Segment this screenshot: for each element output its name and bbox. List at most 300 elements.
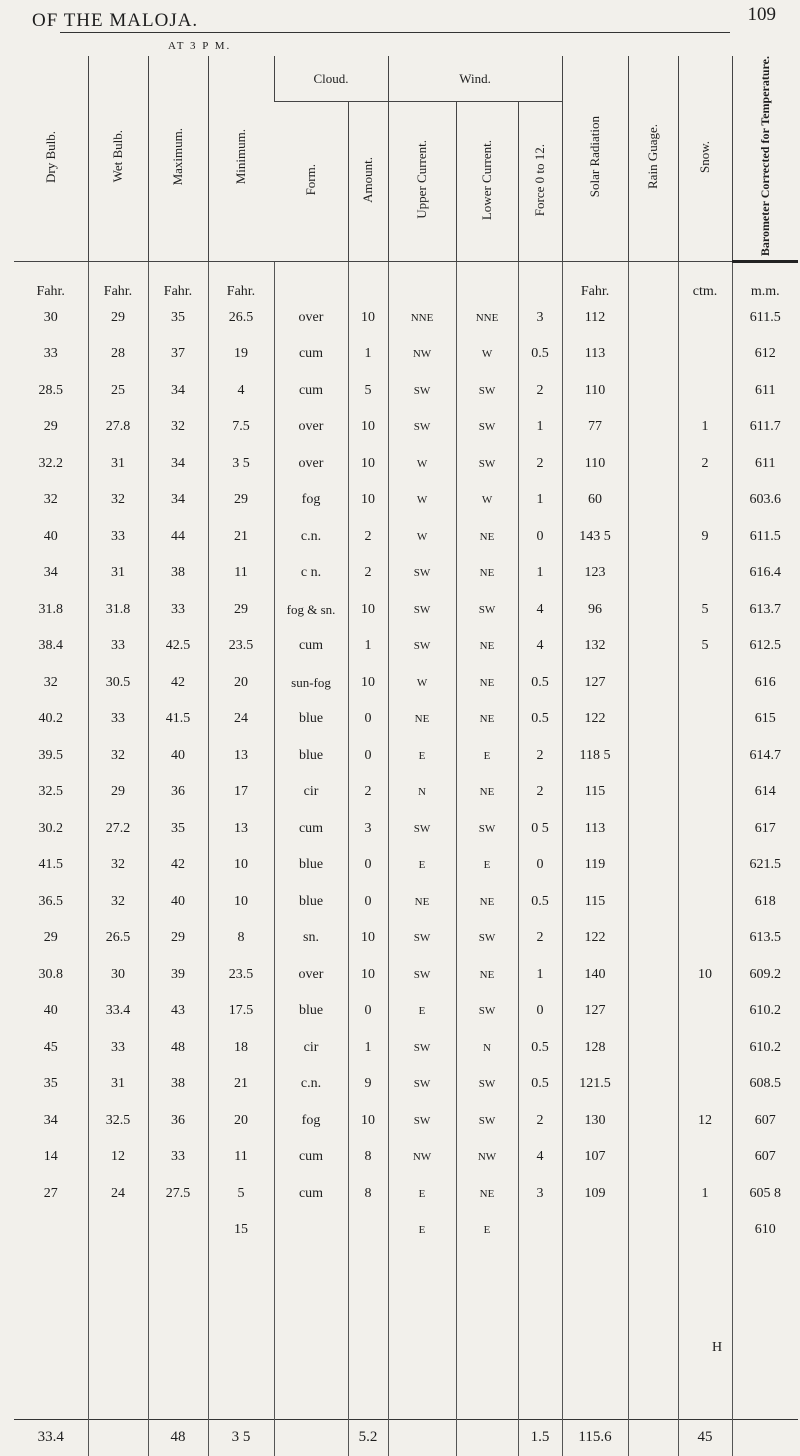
table-body	[14, 262, 798, 1456]
cell-solar: 132	[562, 628, 628, 665]
cell-snow	[678, 300, 732, 337]
cell-wet	[88, 1212, 148, 1249]
header-rule	[60, 32, 730, 33]
cell-max: 39	[148, 957, 208, 994]
cell-solar: 110	[562, 446, 628, 483]
cell-upper: SW	[388, 1103, 456, 1140]
cell-solar: 118 5	[562, 738, 628, 775]
cell-min: 13	[208, 811, 274, 848]
cell-wet: 32	[88, 738, 148, 775]
cell-dry: 34	[43, 1112, 58, 1128]
unit-baro: m.m.	[732, 262, 798, 300]
cell-amount: 1	[348, 628, 388, 665]
total-wet	[88, 1419, 148, 1456]
cell-rain	[628, 811, 678, 848]
unit-max: Fahr.	[148, 262, 208, 300]
header-barometer: Barometer Corrected for Temperature.	[732, 56, 798, 262]
cell-lower: SW	[456, 592, 518, 629]
table-row	[14, 884, 798, 921]
cell-lower: NE	[456, 555, 518, 592]
cell-amount: 0	[348, 884, 388, 921]
cell-wet: 31	[88, 555, 148, 592]
header-force: Force 0 to 12.	[518, 102, 562, 262]
unit-solar: Fahr.	[562, 262, 628, 300]
cell-max	[148, 1212, 208, 1249]
cell-baro: 610	[732, 1212, 798, 1249]
page-number: 109	[747, 4, 776, 25]
weather-table	[14, 56, 798, 1456]
cell-upper: SW	[388, 628, 456, 665]
cell-amount: 9	[348, 1066, 388, 1103]
cell-lower: E	[456, 1212, 518, 1249]
total-form	[274, 1419, 348, 1456]
table-row	[14, 373, 798, 410]
cell-force: 2	[518, 738, 562, 775]
cell-rain	[628, 847, 678, 884]
cell-min: 24	[208, 701, 274, 738]
cell-max: 41.5	[148, 701, 208, 738]
cell-wet: 33	[88, 519, 148, 556]
cell-force: 3	[518, 1176, 562, 1213]
cell-max: 36	[148, 774, 208, 811]
cell-rain	[628, 336, 678, 373]
cell-upper: E	[388, 1212, 456, 1249]
cell-rain	[628, 592, 678, 629]
cell-force: 0.5	[518, 1066, 562, 1103]
cell-force: 1	[518, 555, 562, 592]
cell-baro: 607	[732, 1139, 798, 1176]
cell-wet: 31.8	[88, 592, 148, 629]
cell-wet: 24	[88, 1176, 148, 1213]
cell-dry: 39.5	[38, 747, 63, 763]
cell-form: blue	[274, 993, 348, 1030]
cell-min: 4	[208, 373, 274, 410]
cell-form: sn.	[274, 920, 348, 957]
cell-amount: 5	[348, 373, 388, 410]
cell-baro: 603.6	[732, 482, 798, 519]
cell-lower: E	[456, 847, 518, 884]
cell-snow	[678, 665, 732, 702]
cell-min: 7.5	[208, 409, 274, 446]
cell-baro: 617	[732, 811, 798, 848]
table-row	[14, 1212, 798, 1249]
cell-dry: 32	[43, 492, 58, 508]
cell-form: over	[274, 300, 348, 337]
cell-dry: 28.5	[38, 382, 63, 398]
cell-dry: 31.8	[38, 601, 63, 617]
cell-amount: 2	[348, 519, 388, 556]
cell-amount: 3	[348, 811, 388, 848]
unit-snow: ctm.	[678, 262, 732, 300]
cell-lower: NE	[456, 628, 518, 665]
cell-rain	[628, 1066, 678, 1103]
cell-wet: 33	[88, 1030, 148, 1067]
cell-form: sun-fog	[274, 665, 348, 702]
cell-lower: SW	[456, 993, 518, 1030]
cell-wet: 33.4	[88, 993, 148, 1030]
header-dry-bulb: Dry Bulb.	[14, 56, 88, 262]
cell-form: blue	[274, 738, 348, 775]
table-row	[14, 409, 798, 446]
cell-min: 3 5	[208, 446, 274, 483]
cell-baro: 612	[732, 336, 798, 373]
cell-amount: 10	[348, 300, 388, 337]
cell-force: 0.5	[518, 1030, 562, 1067]
cell-lower: SW	[456, 920, 518, 957]
header-upper-current: Upper Current.	[388, 102, 456, 262]
cell-max: 42.5	[148, 628, 208, 665]
cell-snow	[678, 336, 732, 373]
cell-baro: 605 8	[732, 1176, 798, 1213]
cell-form: over	[274, 446, 348, 483]
cell-snow: 1	[678, 409, 732, 446]
cell-rain	[628, 446, 678, 483]
cell-lower: NE	[456, 665, 518, 702]
cell-rain	[628, 738, 678, 775]
cell-lower: SW	[456, 1066, 518, 1103]
cell-form: cum	[274, 336, 348, 373]
cell-min: 19	[208, 336, 274, 373]
table-row	[14, 701, 798, 738]
header-maximum: Maximum.	[148, 56, 208, 262]
cell-rain	[628, 774, 678, 811]
cell-max: 36	[148, 1103, 208, 1140]
cell-amount: 10	[348, 957, 388, 994]
cell-lower: NE	[456, 701, 518, 738]
cell-upper: SW	[388, 957, 456, 994]
cell-amount: 0	[348, 701, 388, 738]
cell-solar: 122	[562, 920, 628, 957]
cell-lower: NW	[456, 1139, 518, 1176]
table-row	[14, 1139, 798, 1176]
header-cloud-form: Form.	[274, 102, 348, 262]
cell-force: 2	[518, 373, 562, 410]
cell-baro: 611.7	[732, 409, 798, 446]
table-row	[14, 482, 798, 519]
cell-rain	[628, 665, 678, 702]
cell-dry: 36.5	[38, 893, 63, 909]
cell-dry: 27	[43, 1185, 58, 1201]
total-lower	[456, 1419, 518, 1456]
cell-dry: 32.5	[38, 784, 63, 800]
cell-form: cir	[274, 1030, 348, 1067]
cell-snow: 5	[678, 628, 732, 665]
cell-form: blue	[274, 701, 348, 738]
cell-solar: 113	[562, 811, 628, 848]
cell-baro: 613.7	[732, 592, 798, 629]
cell-force: 2	[518, 774, 562, 811]
cell-rain	[628, 701, 678, 738]
cell-snow	[678, 847, 732, 884]
cell-solar: 128	[562, 1030, 628, 1067]
total-amount: 5.2	[348, 1419, 388, 1456]
cell-min: 26.5	[208, 300, 274, 337]
cell-wet: 29	[88, 774, 148, 811]
cell-amount: 1	[348, 336, 388, 373]
cell-lower: NE	[456, 957, 518, 994]
cell-wet: 33	[88, 628, 148, 665]
cell-upper: NW	[388, 1139, 456, 1176]
cell-baro: 612.5	[732, 628, 798, 665]
cell-dry: 30.2	[38, 820, 63, 836]
cell-snow	[678, 1066, 732, 1103]
table-row	[14, 592, 798, 629]
cell-upper: W	[388, 482, 456, 519]
cell-max: 35	[148, 811, 208, 848]
cell-force: 4	[518, 628, 562, 665]
cell-snow	[678, 811, 732, 848]
cell-lower: NE	[456, 519, 518, 556]
cell-baro: 613.5	[732, 920, 798, 957]
cell-min: 23.5	[208, 957, 274, 994]
cell-max: 42	[148, 665, 208, 702]
cell-lower: NNE	[456, 300, 518, 337]
cell-dry: 32	[43, 674, 58, 690]
table-row	[14, 446, 798, 483]
cell-snow	[678, 920, 732, 957]
cell-baro: 621.5	[732, 847, 798, 884]
cell-snow	[678, 555, 732, 592]
cell-min: 17	[208, 774, 274, 811]
total-upper	[388, 1419, 456, 1456]
cell-solar: 113	[562, 336, 628, 373]
cell-lower: W	[456, 482, 518, 519]
cell-lower: E	[456, 738, 518, 775]
cell-max: 38	[148, 555, 208, 592]
cell-lower: SW	[456, 811, 518, 848]
header-solar-radiation: Solar Radiation	[562, 56, 628, 262]
cell-force: 0.5	[518, 701, 562, 738]
cell-form: c n.	[274, 555, 348, 592]
cell-snow: 12	[678, 1103, 732, 1140]
cell-force: 0 5	[518, 811, 562, 848]
total-snow: 45	[678, 1419, 732, 1456]
cell-upper: W	[388, 665, 456, 702]
cell-baro: 614	[732, 774, 798, 811]
cell-snow: 10	[678, 957, 732, 994]
cell-wet: 32	[88, 884, 148, 921]
cell-dry: 32.2	[38, 455, 63, 471]
cell-max: 37	[148, 336, 208, 373]
cell-amount: 10	[348, 1103, 388, 1140]
cell-wet: 30	[88, 957, 148, 994]
cell-form: fog	[274, 482, 348, 519]
cell-rain	[628, 409, 678, 446]
cell-form: blue	[274, 847, 348, 884]
cell-amount: 10	[348, 592, 388, 629]
cell-form	[274, 1212, 348, 1249]
cell-amount: 2	[348, 555, 388, 592]
cell-snow	[678, 774, 732, 811]
cell-snow: 9	[678, 519, 732, 556]
cell-dry: 40	[43, 528, 58, 544]
cell-force: 0.5	[518, 884, 562, 921]
cell-lower: SW	[456, 373, 518, 410]
cell-snow	[678, 993, 732, 1030]
cell-snow	[678, 884, 732, 921]
table-row	[14, 336, 798, 373]
cell-min: 11	[208, 555, 274, 592]
cell-dry: 30.8	[38, 966, 63, 982]
units-row	[14, 262, 798, 300]
cell-min: 15	[208, 1212, 274, 1249]
cell-form: cum	[274, 628, 348, 665]
cell-solar: 123	[562, 555, 628, 592]
cell-solar: 60	[562, 482, 628, 519]
cell-min: 29	[208, 482, 274, 519]
cell-rain	[628, 300, 678, 337]
cell-rain	[628, 1139, 678, 1176]
cell-force: 2	[518, 1103, 562, 1140]
cell-solar: 140	[562, 957, 628, 994]
cell-solar: 127	[562, 665, 628, 702]
cell-upper: SW	[388, 373, 456, 410]
cell-baro: 616	[732, 665, 798, 702]
unit-dry: Fahr.	[36, 283, 65, 299]
cell-force: 0	[518, 847, 562, 884]
cell-rain	[628, 1030, 678, 1067]
cell-form: blue	[274, 884, 348, 921]
cell-dry: 45	[43, 1039, 58, 1055]
header-cloud: Cloud.	[274, 56, 388, 102]
table-row	[14, 993, 798, 1030]
cell-max: 43	[148, 993, 208, 1030]
cell-baro: 618	[732, 884, 798, 921]
cell-wet: 30.5	[88, 665, 148, 702]
cell-dry: 29	[43, 419, 58, 435]
cell-baro: 615	[732, 701, 798, 738]
cell-wet: 29	[88, 300, 148, 337]
cell-amount: 10	[348, 409, 388, 446]
cell-rain	[628, 555, 678, 592]
header-wet-bulb: Wet Bulb.	[88, 56, 148, 262]
cell-upper: SW	[388, 592, 456, 629]
cell-form: c.n.	[274, 1066, 348, 1103]
cell-upper: SW	[388, 555, 456, 592]
cell-baro: 611	[732, 373, 798, 410]
cell-baro: 616.4	[732, 555, 798, 592]
cell-min: 18	[208, 1030, 274, 1067]
cell-amount: 0	[348, 993, 388, 1030]
cell-baro: 609.2	[732, 957, 798, 994]
cell-min: 10	[208, 884, 274, 921]
cell-max: 33	[148, 1139, 208, 1176]
unit-wet: Fahr.	[88, 262, 148, 300]
cell-force: 0.5	[518, 665, 562, 702]
cell-lower: SW	[456, 446, 518, 483]
cell-upper: E	[388, 1176, 456, 1213]
cell-snow: 1	[678, 1176, 732, 1213]
cell-min: 10	[208, 847, 274, 884]
cell-snow	[678, 1139, 732, 1176]
cell-lower: NE	[456, 1176, 518, 1213]
cell-upper: NE	[388, 884, 456, 921]
cell-form: cum	[274, 811, 348, 848]
cell-wet: 32	[88, 847, 148, 884]
cell-solar	[562, 1212, 628, 1249]
running-head: OF THE MALOJA.	[32, 10, 199, 31]
cell-baro: 607	[732, 1103, 798, 1140]
cell-rain	[628, 628, 678, 665]
cell-solar: 130	[562, 1103, 628, 1140]
cell-min: 20	[208, 665, 274, 702]
cell-amount: 10	[348, 482, 388, 519]
cell-snow: 2	[678, 446, 732, 483]
cell-min: 11	[208, 1139, 274, 1176]
cell-min: 8	[208, 920, 274, 957]
cell-upper: SW	[388, 1030, 456, 1067]
cell-dry: 40	[43, 1003, 58, 1019]
total-min: 3 5	[208, 1419, 274, 1456]
cell-rain	[628, 1212, 678, 1249]
time-label: AT 3 P M.	[168, 40, 232, 52]
cell-dry: 30	[43, 309, 58, 325]
cell-rain	[628, 993, 678, 1030]
cell-max: 44	[148, 519, 208, 556]
cell-amount: 8	[348, 1139, 388, 1176]
cell-solar: 77	[562, 409, 628, 446]
cell-amount: 8	[348, 1176, 388, 1213]
cell-amount: 1	[348, 1030, 388, 1067]
cell-rain	[628, 957, 678, 994]
cell-dry: 40.2	[38, 711, 63, 727]
cell-form: c.n.	[274, 519, 348, 556]
cell-min: 23.5	[208, 628, 274, 665]
cell-min: 17.5	[208, 993, 274, 1030]
cell-rain	[628, 482, 678, 519]
table-row	[14, 1103, 798, 1140]
cell-force: 4	[518, 1139, 562, 1176]
cell-wet: 27.8	[88, 409, 148, 446]
cell-max: 35	[148, 300, 208, 337]
cell-solar: 109	[562, 1176, 628, 1213]
cell-solar: 122	[562, 701, 628, 738]
footer-letter: H	[712, 1340, 723, 1355]
cell-max: 33	[148, 592, 208, 629]
cell-force: 1	[518, 957, 562, 994]
cell-force: 0	[518, 519, 562, 556]
unit-min: Fahr.	[208, 262, 274, 300]
cell-rain	[628, 1103, 678, 1140]
total-baro	[732, 1419, 798, 1456]
cell-rain	[628, 373, 678, 410]
cell-dry: 33	[43, 346, 58, 362]
table-row	[14, 738, 798, 775]
total-dry: 33.4	[14, 1419, 88, 1456]
cell-upper: SW	[388, 811, 456, 848]
cell-upper: SW	[388, 920, 456, 957]
cell-baro: 611.5	[732, 300, 798, 337]
header-minimum: Minimum.	[208, 56, 274, 262]
cell-solar: 119	[562, 847, 628, 884]
cell-solar: 143 5	[562, 519, 628, 556]
cell-wet: 12	[88, 1139, 148, 1176]
cell-rain	[628, 884, 678, 921]
total-rain	[628, 1419, 678, 1456]
cell-lower: N	[456, 1030, 518, 1067]
cell-rain	[628, 920, 678, 957]
table-row	[14, 811, 798, 848]
cell-upper: N	[388, 774, 456, 811]
cell-force: 0.5	[518, 336, 562, 373]
cell-form: fog & sn.	[274, 592, 348, 629]
table-row	[14, 774, 798, 811]
cell-baro: 610.2	[732, 1030, 798, 1067]
cell-lower: NE	[456, 774, 518, 811]
header-rain-guage: Rain Guage.	[628, 56, 678, 262]
cell-snow	[678, 373, 732, 410]
table-row	[14, 957, 798, 994]
